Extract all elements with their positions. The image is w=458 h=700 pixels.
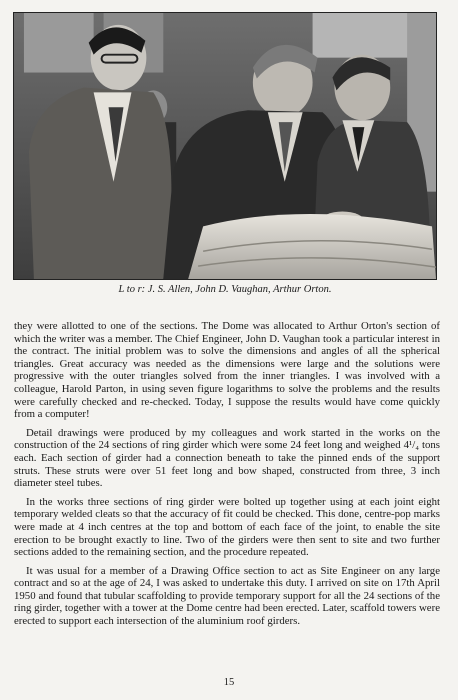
photograph	[13, 12, 437, 280]
paragraph: they were allotted to one of the sections. The Dome was allocated to Arthur Orton's section of which the writer was a member. The Chief Engineer, John D. Vaughan took a particular interest in the contract. The initial problem was to solve the dimensions and angles of all the spherical triangles. Great accuracy was needed as the dimensions were large and the solutions were progressive with the outer triangles solved from the inner triangles. I was involved with a colleague, Harold Parton, in using seven figure logarithms to solve the problems and the results were carefully checked and re-checked. Today, I suppose the results would have come quickly from a computer!	[14, 320, 440, 421]
photo-caption: L to r: J. S. Allen, John D. Vaughan, Arthur Orton.	[118, 284, 332, 295]
body-text	[14, 320, 440, 634]
page-number: 15	[223, 677, 235, 688]
paragraph: In the works three sections of ring girder were bolted up together using at each joint eight temporary welded cleats so that the accuracy of fit could be checked. This done, centre-pop marks were made at 4 inch centres at the top and bottom of each face of the joint, to enable the site erection to be brought exactly to line. Two of the girders were then sent to site and two further sections added to the remaining section, and the procedure repeated.	[14, 495, 440, 559]
photograph-icon	[14, 13, 436, 279]
paragraph: It was usual for a member of a Drawing Office section to act as Site Engineer on any large contract and so at the age of 24, I was asked to undertake this duty. I arrived on site on 17th April 1950 and found that tubular scaffolding to provide temporary support for all the 24 sections of the ring girder, together with a tower at the Dome centre had been erected. Later, scaffold towers were erected to support each intersection of the aluminium roof girders.	[14, 564, 440, 628]
paragraph: Detail drawings were produced by my colleagues and work started in the works on the construction of the 24 sections of ring girder which were some 24 feet long and weighed 4¹/₄ tons each. Each section of girder had a connection beneath to take the pinned ends of the support struts. These struts were over 51 feet long and bow shaped, constructed from three, 3 inch diameter steel tubes.	[14, 426, 440, 490]
